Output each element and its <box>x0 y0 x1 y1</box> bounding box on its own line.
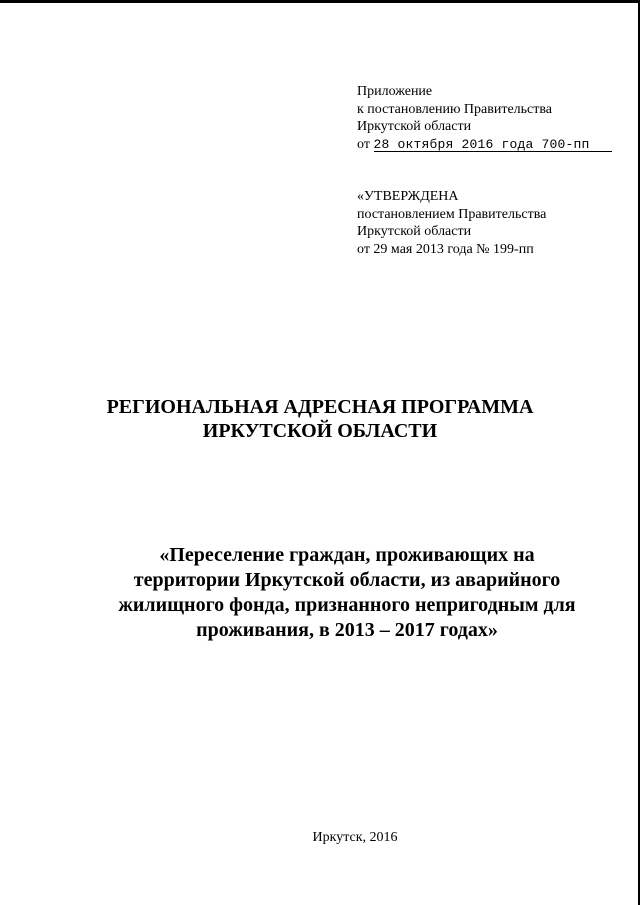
scan-border-top <box>0 0 640 3</box>
appendix-line-1: Приложение <box>357 84 433 99</box>
appendix-date-row <box>357 136 612 154</box>
program-subtitle-line-1: «Переселение граждан, проживающих на <box>159 544 535 566</box>
appendix-line-2: к постановлению Правительства <box>357 101 553 117</box>
appendix-date-value: 28 октября 2016 года 700-пп <box>373 136 590 152</box>
program-title <box>0 395 640 443</box>
appendix-line-3: Иркутской области <box>357 119 472 134</box>
program-subtitle-line-4: проживания, в 2013 – 2017 годах» <box>196 619 498 641</box>
approved-block <box>357 188 546 258</box>
approved-line-1: «УТВЕРЖДЕНА <box>357 189 459 204</box>
appendix-date-prefix: от <box>357 136 370 152</box>
program-title-line-2: ИРКУТСКОЙ ОБЛАСТИ <box>202 420 438 442</box>
program-title-line-1: РЕГИОНАЛЬНАЯ АДРЕСНАЯ ПРОГРАММА <box>106 396 534 418</box>
approved-line-3: Иркутской области <box>357 224 472 239</box>
program-subtitle-line-2: территории Иркутской области, из аварийного <box>133 569 561 591</box>
approved-line-4: от 29 мая 2013 года № 199-пп <box>357 241 534 257</box>
appendix-block <box>357 83 612 153</box>
program-subtitle-line-3: жилищного фонда, признанного непригодным для <box>118 594 576 616</box>
appendix-date-underline <box>374 151 612 152</box>
city-year: Иркутск, 2016 <box>312 830 398 845</box>
approved-line-2: постановлением Правительства <box>357 206 547 222</box>
program-subtitle <box>92 543 602 643</box>
